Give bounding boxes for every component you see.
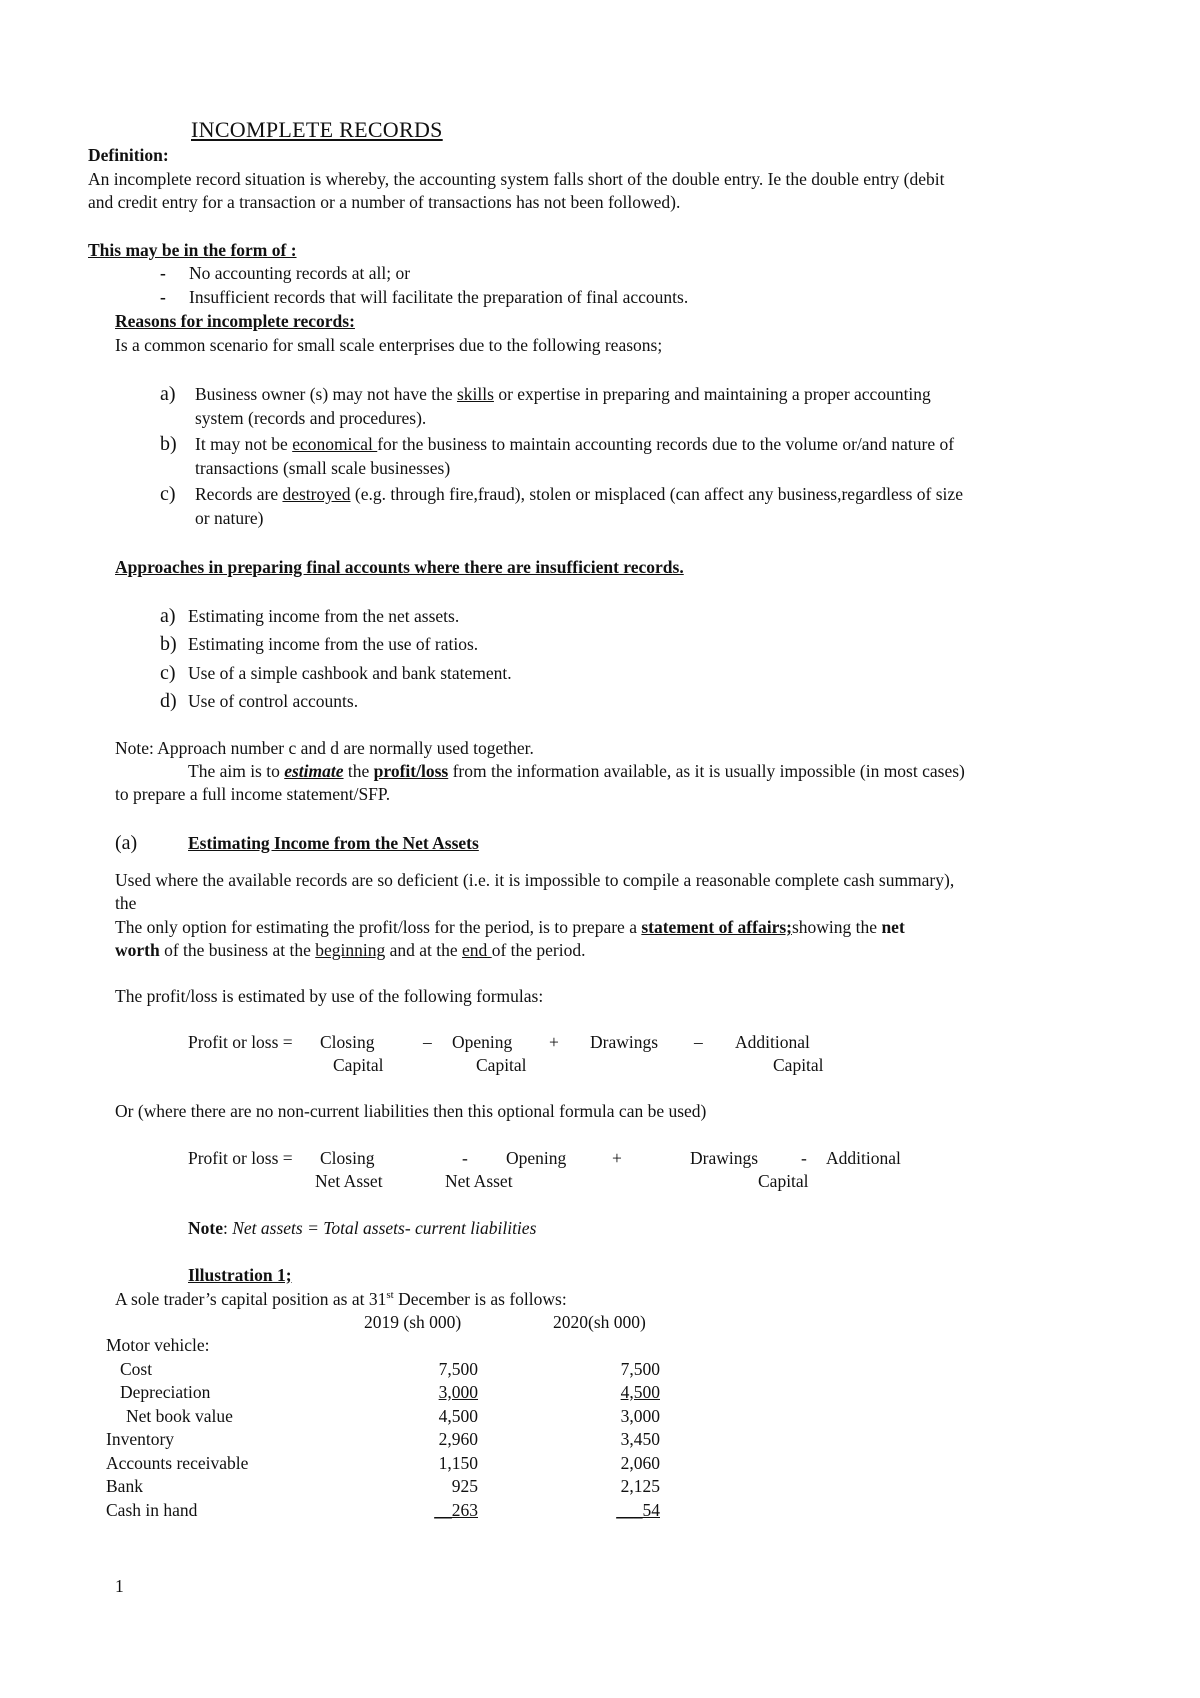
formula1-capital-1: Capital xyxy=(333,1055,384,1075)
value-2019: 2,960 xyxy=(438,1429,478,1449)
value-2020: ___54 xyxy=(616,1500,660,1520)
row-label: Cash in hand xyxy=(106,1500,198,1520)
reasons-heading: Reasons for incomplete records: xyxy=(115,311,355,331)
approach-item: Estimating income from the net assets. xyxy=(188,606,460,626)
formula2-minus: - xyxy=(462,1148,468,1168)
approach-marker: b) xyxy=(160,633,177,655)
reason-c-line-2: or nature) xyxy=(195,508,264,528)
reason-c-marker: c) xyxy=(160,483,176,505)
value-2019: 7,500 xyxy=(438,1359,478,1379)
illustration-heading: Illustration 1; xyxy=(188,1265,292,1285)
value-2020: 2,125 xyxy=(620,1476,660,1496)
value-2019: __263 xyxy=(434,1500,478,1520)
row-label: Cost xyxy=(120,1359,153,1379)
or-line: Or (where there are no non-current liabilities then this optional formula can be used) xyxy=(115,1101,707,1121)
row-label: Motor vehicle: xyxy=(106,1335,210,1355)
formula1-plus: + xyxy=(549,1032,559,1052)
value-2020: 3,450 xyxy=(620,1429,660,1449)
illustration-intro: A sole trader’s capital position as at 31st December is as follows: xyxy=(115,1289,567,1309)
formula1-capital-3: Capital xyxy=(773,1055,824,1075)
approach-marker: d) xyxy=(160,690,177,712)
forms-item-2: Insufficient records that will facilitate the preparation of final accounts. xyxy=(189,287,689,307)
bullet-2: - xyxy=(160,287,166,307)
formula2-net-asset-1: Net Asset xyxy=(315,1171,383,1191)
value-2019: 3,000 xyxy=(438,1382,478,1402)
definition-line-1: An incomplete record situation is whereby, the accounting system falls short of the double entry. Ie the double entry (debit xyxy=(88,169,945,189)
aim-line-2: to prepare a full income statement/SFP. xyxy=(115,784,391,804)
reason-c-line-1: Records are destroyed (e.g. through fire,fraud), stolen or misplaced (can affect any business,regardless of size xyxy=(195,484,963,504)
section-a-para-1: Used where the available records are so deficient (i.e. it is impossible to compile a reasonable complete cash summary), xyxy=(115,870,955,890)
formula1-label: Profit or loss = xyxy=(188,1032,293,1052)
row-label: Accounts receivable xyxy=(106,1453,249,1473)
formula2-closing: Closing xyxy=(320,1148,375,1168)
section-a-para-1b: the xyxy=(115,893,137,913)
formula1-capital-2: Capital xyxy=(476,1055,527,1075)
formula2-minus-2: - xyxy=(801,1148,807,1168)
formula2-opening: Opening xyxy=(506,1148,567,1168)
row-label: Depreciation xyxy=(120,1382,211,1402)
formula1-minus: – xyxy=(423,1032,432,1052)
reasons-intro: Is a common scenario for small scale enterprises due to the following reasons; xyxy=(115,335,663,355)
aim-line: The aim is to estimate the profit/loss from the information available, as it is usually impossible (in most cases) xyxy=(188,761,965,781)
section-a-para-2: The only option for estimating the profit/loss for the period, is to prepare a statement of affairs;showing the net xyxy=(115,917,905,937)
formula1-drawings: Drawings xyxy=(590,1032,659,1052)
forms-heading: This may be in the form of : xyxy=(88,240,297,260)
bullet-1: - xyxy=(160,263,166,283)
net-assets-note: Note: Net assets = Total assets- current liabilities xyxy=(188,1218,537,1238)
formula2-net-asset-2: Net Asset xyxy=(445,1171,513,1191)
reason-a-marker: a) xyxy=(160,383,176,405)
column-header-2020: 2020(sh 000) xyxy=(553,1312,646,1332)
section-a-heading: Estimating Income from the Net Assets xyxy=(188,833,479,853)
value-2020: 4,500 xyxy=(620,1382,660,1402)
value-2019: 925 xyxy=(451,1476,478,1496)
value-2019: 1,150 xyxy=(438,1453,478,1473)
value-2020: 7,500 xyxy=(620,1359,660,1379)
formula1-closing: Closing xyxy=(320,1032,375,1052)
value-2020: 3,000 xyxy=(620,1406,660,1426)
reason-a-line-1: Business owner (s) may not have the skills or expertise in preparing and maintaining a proper accounting xyxy=(195,384,931,404)
page-number: 1 xyxy=(115,1576,124,1596)
definition-heading: Definition: xyxy=(88,145,169,165)
formula1-minus-2: – xyxy=(694,1032,703,1052)
page-title: INCOMPLETE RECORDS xyxy=(191,117,443,142)
reason-a-line-2: system (records and procedures). xyxy=(195,408,427,428)
reason-b-line-2: transactions (small scale businesses) xyxy=(195,458,451,478)
row-label: Net book value xyxy=(126,1406,233,1426)
formula1-opening: Opening xyxy=(452,1032,513,1052)
column-header-2019: 2019 (sh 000) xyxy=(364,1312,462,1332)
value-2019: 4,500 xyxy=(438,1406,478,1426)
formula2-label: Profit or loss = xyxy=(188,1148,293,1168)
formula2-capital: Capital xyxy=(758,1171,809,1191)
approach-item: Use of a simple cashbook and bank statement. xyxy=(188,663,512,683)
section-a-marker: (a) xyxy=(115,832,138,854)
forms-item-1: No accounting records at all; or xyxy=(189,263,411,283)
formula2-drawings: Drawings xyxy=(690,1148,759,1168)
value-2020: 2,060 xyxy=(620,1453,660,1473)
row-label: Inventory xyxy=(106,1429,175,1449)
formula2-plus: + xyxy=(612,1148,622,1168)
note-approach: Note: Approach number c and d are normally used together. xyxy=(115,738,534,758)
section-a-para-3: worth of the business at the beginning and at the end of the period. xyxy=(115,940,586,960)
approaches-heading: Approaches in preparing final accounts where there are insufficient records. xyxy=(115,557,684,577)
formula2-additional: Additional xyxy=(826,1148,901,1168)
reason-b-marker: b) xyxy=(160,433,177,455)
approach-item: Use of control accounts. xyxy=(188,691,359,711)
formula-intro: The profit/loss is estimated by use of the following formulas: xyxy=(115,986,544,1006)
row-label: Bank xyxy=(106,1476,143,1496)
approach-marker: c) xyxy=(160,662,176,684)
approach-marker: a) xyxy=(160,605,176,627)
definition-line-2: and credit entry for a transaction or a number of transactions has not been followed). xyxy=(88,192,681,212)
formula1-additional: Additional xyxy=(735,1032,810,1052)
approach-item: Estimating income from the use of ratios. xyxy=(188,634,479,654)
reason-b-line-1: It may not be economical for the business to maintain accounting records due to the volume or/and nature of xyxy=(195,434,955,454)
